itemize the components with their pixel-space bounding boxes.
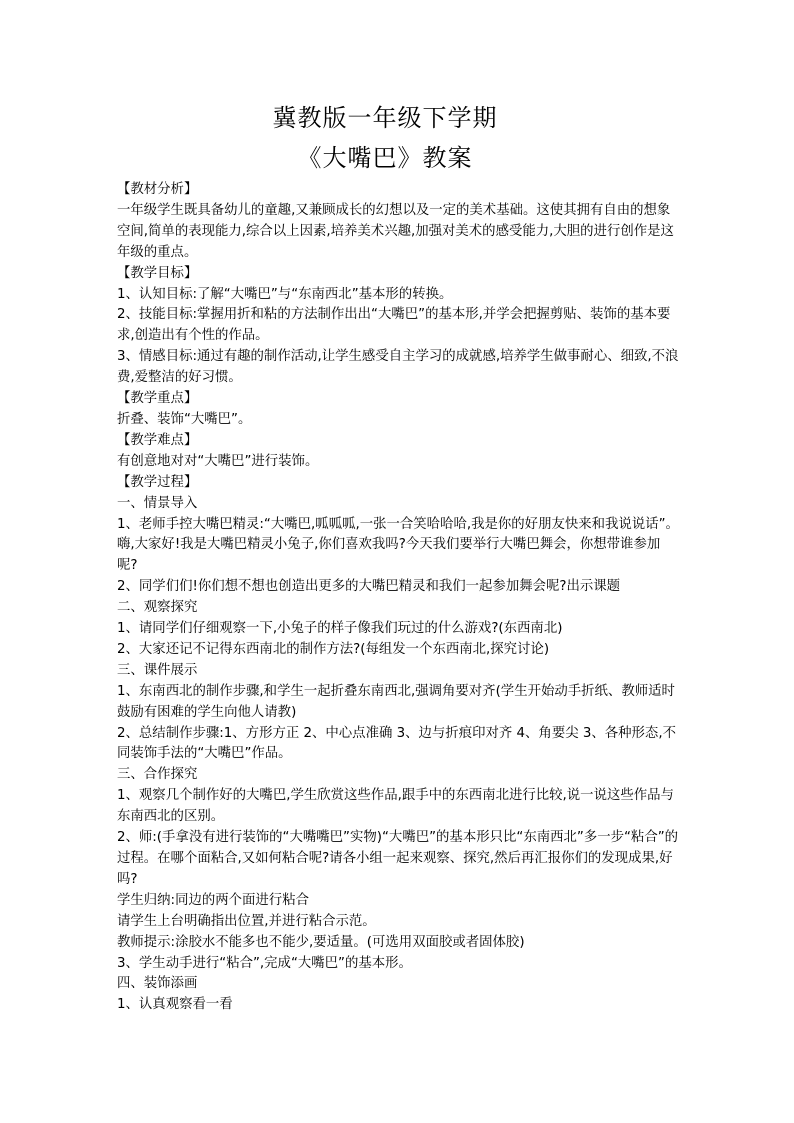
paragraph: 2、大家还记不记得东西南北的制作方法?(每组发一个东西南北,探究讨论)	[117, 641, 550, 657]
section-heading: 【教学目标】	[117, 265, 198, 281]
paragraph: 2、师:(手拿没有进行装饰的“大嘴嘴巴”实物)“大嘴巴”的基本形只比“东南西北”多一步“粘合”的过程。在哪个面粘合,又如何粘合呢?请各小组一起来观察、探究,然后再汇报你们的发现成果,好吗?	[117, 830, 679, 887]
subsection-heading: 三、合作探究	[117, 767, 198, 783]
section-heading: 【教材分析】	[117, 182, 198, 197]
section-heading: 【教学重点】	[117, 391, 198, 407]
paragraph: 教师提示:涂胶水不能多也不能少,要适量。(可选用双面胶或者固体胶)	[117, 934, 525, 950]
subsection-heading: 四、装饰添画	[117, 976, 198, 992]
paragraph: 3、学生动手进行“粘合”,完成“大嘴巴”的基本形。	[117, 955, 412, 971]
paragraph: 2、总结制作步骤:1、方形方正 2、中心点准确 3、边与折痕印对齐 4、角要尖 3、各种形态,不同装饰手法的“大嘴巴”作品。	[117, 725, 676, 762]
paragraph: 折叠、装饰“大嘴巴”。	[117, 411, 252, 427]
subsection-heading: 三、课件展示	[117, 662, 198, 678]
paragraph: 有创意地对对“大嘴巴”进行装饰。	[117, 453, 319, 469]
paragraph: 3、情感目标:通过有趣的制作活动,让学生感受自主学习的成就感,培养学生做事耐心、细致,不浪费,爱整洁的好习惯。	[117, 349, 679, 386]
paragraph: 2、技能目标:掌握用折和粘的方法制作出出“大嘴巴”的基本形,并学会把握剪贴、装饰的基本要求,创造出有个性的作品。	[117, 307, 671, 344]
document-title: 冀教版一年级下学期	[272, 104, 498, 132]
paragraph: 1、东南西北的制作步骤,和学生一起折叠东南西北,强调角要对齐(学生开始动手折纸、教师适时鼓励有困难的学生向他人请教)	[117, 683, 675, 720]
paragraph: 1、老师手控大嘴巴精灵:“大嘴巴,呱呱呱,一张一合笑哈哈哈,我是你的好朋友快来和我说说话”。嗨,大家好!我是大嘴巴精灵小兔子,你们喜欢我吗?今天我们要举行大嘴巴舞会，你想带谁参加呢?	[117, 516, 679, 574]
paragraph: 2、同学们们!你们想不想也创造出更多的大嘴巴精灵和我们一起参加舞会呢?出示课题	[117, 579, 621, 595]
section-heading: 【教学过程】	[117, 474, 198, 490]
paragraph: 1、观察几个制作好的大嘴巴,学生欣赏这些作品,跟手中的东西南北进行比较,说一说这些作品与东南西北的区别。	[117, 788, 674, 825]
paragraph: 一年级学生既具备幼儿的童趣,又兼顾成长的幻想以及一定的美术基础。这使其拥有自由的想象空间,简单的表现能力,综合以上因素,培养美术兴趣,加强对美术的感受能力,大胆的进行创作是这年级的重点。	[117, 202, 674, 260]
document-body	[117, 180, 679, 1016]
paragraph: 1、认真观察看一看	[117, 997, 233, 1013]
paragraph: 1、请同学们仔细观察一下,小兔子的样子像我们玩过的什么游戏?(东西南北)	[117, 621, 563, 637]
subsection-heading: 二、观察探究	[117, 600, 198, 616]
paragraph: 学生归纳:同边的两个面进行粘合	[117, 892, 309, 908]
section-heading: 【教学难点】	[117, 432, 198, 448]
paragraph: 请学生上台明确指出位置,并进行粘合示范。	[117, 913, 376, 929]
paragraph: 1、认知目标:了解“大嘴巴”与“东南西北”基本形的转换。	[117, 286, 453, 302]
document-subtitle: 《大嘴巴》教案	[297, 144, 473, 172]
subsection-heading: 一、情景导入	[117, 495, 198, 511]
